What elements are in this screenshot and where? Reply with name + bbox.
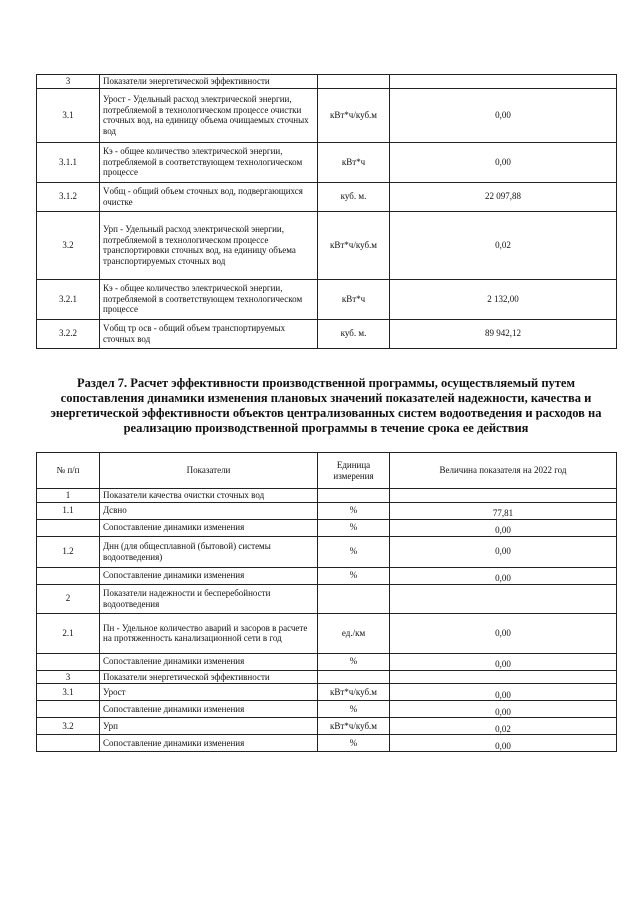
row-unit: % [318, 653, 390, 670]
row-num: 1.1 [37, 502, 100, 519]
table-row [37, 718, 617, 735]
row-name: Урп - Удельный расход электрической энергии, потребляемой в технологическом процессе транспортировки сточных вод, на единицу объема транспортируемых сточных вод [100, 211, 318, 279]
row-num [37, 701, 100, 718]
table-row [37, 279, 617, 319]
row-num: 2.1 [37, 613, 100, 653]
table-row [37, 519, 617, 536]
row-num [37, 567, 100, 584]
row-num: 3 [37, 75, 100, 89]
row-value: 0,00 [390, 613, 617, 653]
row-name: Сопоставление динамики изменения [100, 567, 318, 584]
row-num: 3.1 [37, 88, 100, 142]
row-value: 0,00 [390, 567, 617, 584]
row-value: 0,00 [390, 684, 617, 701]
row-num: 2 [37, 584, 100, 613]
row-value: 0,00 [390, 88, 617, 142]
row-name: Показатели энергетической эффективности [100, 75, 318, 89]
row-unit: кВт*ч/куб.м [318, 718, 390, 735]
row-name: Дсвно [100, 502, 318, 519]
row-value: 0,00 [390, 536, 617, 567]
row-value: 89 942,12 [390, 319, 617, 348]
row-name: Кэ - общее количество электрической энергии, потребляемой в соответствующем технологическом процессе [100, 279, 318, 319]
table-row [37, 670, 617, 684]
row-unit: кВт*ч/куб.м [318, 684, 390, 701]
row-value: 0,02 [390, 211, 617, 279]
row-num: 1.2 [37, 536, 100, 567]
row-value [390, 75, 617, 89]
row-value: 0,02 [390, 718, 617, 735]
row-num: 1 [37, 489, 100, 503]
table-row [37, 88, 617, 142]
row-value: 0,00 [390, 701, 617, 718]
row-unit: % [318, 701, 390, 718]
row-name: Днн (для общесплавной (бытовой) системы водоотведения) [100, 536, 318, 567]
row-name: Сопоставление динамики изменения [100, 519, 318, 536]
row-value: 22 097,88 [390, 182, 617, 211]
row-unit: ед./км [318, 613, 390, 653]
row-unit: куб. м. [318, 319, 390, 348]
table-row [37, 489, 617, 503]
row-value: 0,00 [390, 653, 617, 670]
row-value: 77,81 [390, 502, 617, 519]
row-unit: кВт*ч/куб.м [318, 88, 390, 142]
row-name: Уроcт - Удельный расход электрической энергии, потребляемой в технологическом процессе очистки сточных вод, на единицу объема очищаемых сточных вод [100, 88, 318, 142]
row-unit: кВт*ч [318, 279, 390, 319]
row-num: 3.2 [37, 211, 100, 279]
energy-efficiency-table [36, 74, 617, 349]
col-header-value: Величина показателя на 2022 год [390, 453, 617, 489]
table-row [37, 319, 617, 348]
row-num [37, 519, 100, 536]
table-header-row [37, 453, 617, 489]
table-row [37, 584, 617, 613]
row-value [390, 584, 617, 613]
table-row [37, 182, 617, 211]
row-name: Сопоставление динамики изменения [100, 735, 318, 752]
row-num: 3.2 [37, 718, 100, 735]
row-unit: % [318, 502, 390, 519]
row-name: Пн - Удельное количество аварий и засоров в расчете на протяженность канализационной сети в год [100, 613, 318, 653]
table-row [37, 684, 617, 701]
col-header-name: Показатели [100, 453, 318, 489]
row-name: Vобщ - общий объем сточных вод, подвергающихся очистке [100, 182, 318, 211]
table-row [37, 567, 617, 584]
row-value: 0,00 [390, 519, 617, 536]
row-num: 3.2.1 [37, 279, 100, 319]
table-row [37, 536, 617, 567]
row-value: 0,00 [390, 142, 617, 182]
row-name: Показатели энергетической эффективности [100, 670, 318, 684]
row-num: 3.1.2 [37, 182, 100, 211]
row-name: Vобщ тр осв - общий объем транспортируемых сточных вод [100, 319, 318, 348]
col-header-unit: Единица измерения [318, 453, 390, 489]
col-header-num: № п/п [37, 453, 100, 489]
row-unit: куб. м. [318, 182, 390, 211]
row-name: Урп [100, 718, 318, 735]
row-num: 3.2.2 [37, 319, 100, 348]
program-efficiency-table [36, 452, 617, 752]
row-num [37, 735, 100, 752]
table-row [37, 211, 617, 279]
row-num: 3.1.1 [37, 142, 100, 182]
row-name: Показатели надежности и бесперебойности водоотведения [100, 584, 318, 613]
row-name: Уроcт [100, 684, 318, 701]
row-unit [318, 584, 390, 613]
row-name: Сопоставление динамики изменения [100, 701, 318, 718]
table-row [37, 701, 617, 718]
row-name: Сопоставление динамики изменения [100, 653, 318, 670]
row-name: Показатели качества очистки сточных вод [100, 489, 318, 503]
row-value: 2 132,00 [390, 279, 617, 319]
table-row [37, 142, 617, 182]
row-num [37, 653, 100, 670]
table-row [37, 502, 617, 519]
row-name: Кэ - общее количество электрической энергии, потребляемой в соответствующем технологическом процессе [100, 142, 318, 182]
table-row [37, 735, 617, 752]
row-unit: % [318, 536, 390, 567]
row-unit: % [318, 519, 390, 536]
row-unit: % [318, 567, 390, 584]
table-row [37, 75, 617, 89]
row-value: 0,00 [390, 735, 617, 752]
table-row [37, 613, 617, 653]
row-unit [318, 670, 390, 684]
row-value [390, 670, 617, 684]
table-row [37, 653, 617, 670]
row-value [390, 489, 617, 503]
row-unit: кВт*ч/куб.м [318, 211, 390, 279]
row-num: 3 [37, 670, 100, 684]
row-unit [318, 489, 390, 503]
row-num: 3.1 [37, 684, 100, 701]
row-unit: кВт*ч [318, 142, 390, 182]
row-unit: % [318, 735, 390, 752]
section-7-title: Раздел 7. Расчет эффективности производственной программы, осуществляемый путем сопоставления динамики изменения плановых значений показателей надежности, качества и энергетической эффективности объектов централизованных систем водоотведения и расходов на реализацию производственной программы в течение срока ее действия [50, 376, 602, 435]
row-unit [318, 75, 390, 89]
